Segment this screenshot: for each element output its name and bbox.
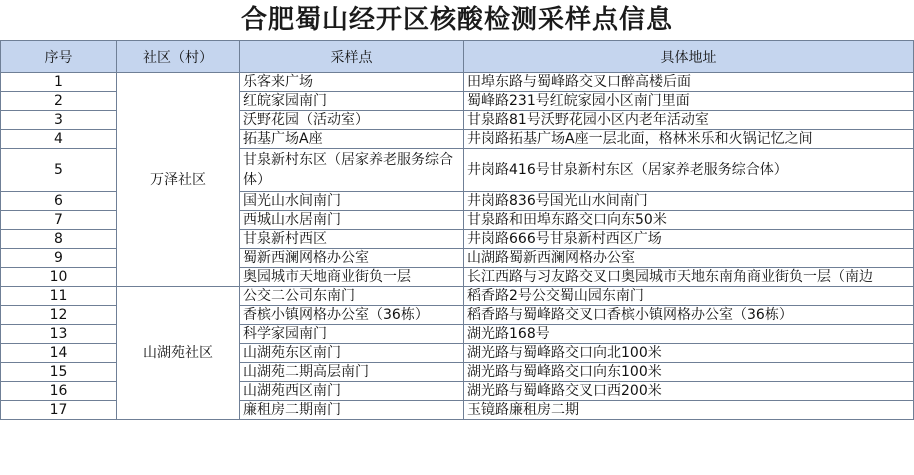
address-cell: 井岗路836号国光山水间南门 — [464, 192, 914, 211]
row-no: 10 — [1, 268, 117, 287]
header-site: 采样点 — [240, 41, 464, 73]
site-cell: 沃野花园（活动室） — [240, 111, 464, 130]
address-cell: 山湖路蜀新西澜网格办公室 — [464, 249, 914, 268]
row-no: 5 — [1, 149, 117, 192]
site-cell: 甘泉新村东区（居家养老服务综合体） — [240, 149, 464, 192]
address-cell: 湖光路与蜀峰路交口向东100米 — [464, 363, 914, 382]
site-cell: 科学家园南门 — [240, 325, 464, 344]
header-community: 社区（村） — [117, 41, 240, 73]
site-cell: 廉租房二期南门 — [240, 401, 464, 420]
community-cell: 万泽社区 — [117, 73, 240, 287]
row-no: 13 — [1, 325, 117, 344]
site-cell: 西城山水居南门 — [240, 211, 464, 230]
site-cell: 山湖苑西区南门 — [240, 382, 464, 401]
row-no: 16 — [1, 382, 117, 401]
site-cell: 蜀新西澜网格办公室 — [240, 249, 464, 268]
table-row — [1, 287, 914, 306]
sampling-sites-table — [0, 40, 914, 420]
row-no: 8 — [1, 230, 117, 249]
page-title: 合肥蜀山经开区核酸检测采样点信息 — [240, 5, 673, 35]
header-address: 具体地址 — [464, 41, 914, 73]
site-cell: 公交二公司东南门 — [240, 287, 464, 306]
header-no: 序号 — [1, 41, 117, 73]
site-cell: 香槟小镇网格办公室（36栋） — [240, 306, 464, 325]
address-cell: 井岗路416号甘泉新村东区（居家养老服务综合体） — [464, 149, 914, 192]
row-no: 11 — [1, 287, 117, 306]
header-row — [1, 41, 914, 73]
address-cell: 田埠东路与蜀峰路交叉口醉高楼后面 — [464, 73, 914, 92]
row-no: 3 — [1, 111, 117, 130]
address-cell: 玉镜路廉租房二期 — [464, 401, 914, 420]
address-cell: 湖光路与蜀峰路交叉口西200米 — [464, 382, 914, 401]
row-no: 14 — [1, 344, 117, 363]
row-no: 1 — [1, 73, 117, 92]
site-cell: 红皖家园南门 — [240, 92, 464, 111]
site-cell: 奥园城市天地商业街负一层 — [240, 268, 464, 287]
row-no: 9 — [1, 249, 117, 268]
row-no: 2 — [1, 92, 117, 111]
row-no: 17 — [1, 401, 117, 420]
table-row — [1, 73, 914, 92]
address-cell: 井岗路拓基广场A座一层北面，格林米乐和火锅记忆之间 — [464, 130, 914, 149]
address-cell: 甘泉路和田埠东路交口向东50米 — [464, 211, 914, 230]
site-cell: 山湖苑东区南门 — [240, 344, 464, 363]
address-cell: 稻香路2号公交蜀山园东南门 — [464, 287, 914, 306]
address-cell: 湖光路168号 — [464, 325, 914, 344]
community-cell: 山湖苑社区 — [117, 287, 240, 420]
site-cell: 山湖苑二期高层南门 — [240, 363, 464, 382]
address-cell: 稻香路与蜀峰路交叉口香槟小镇网格办公室（36栋） — [464, 306, 914, 325]
address-cell: 蜀峰路231号红皖家园小区南门里面 — [464, 92, 914, 111]
address-cell: 井岗路666号甘泉新村西区广场 — [464, 230, 914, 249]
site-cell: 甘泉新村西区 — [240, 230, 464, 249]
site-cell: 拓基广场A座 — [240, 130, 464, 149]
row-no: 6 — [1, 192, 117, 211]
address-cell: 甘泉路81号沃野花园小区内老年活动室 — [464, 111, 914, 130]
row-no: 7 — [1, 211, 117, 230]
row-no: 12 — [1, 306, 117, 325]
row-no: 4 — [1, 130, 117, 149]
address-cell: 湖光路与蜀峰路交口向北100米 — [464, 344, 914, 363]
site-cell: 国光山水间南门 — [240, 192, 464, 211]
site-cell: 乐客来广场 — [240, 73, 464, 92]
row-no: 15 — [1, 363, 117, 382]
address-cell: 长江西路与习友路交叉口奥园城市天地东南角商业街负一层（南边 — [464, 268, 914, 287]
